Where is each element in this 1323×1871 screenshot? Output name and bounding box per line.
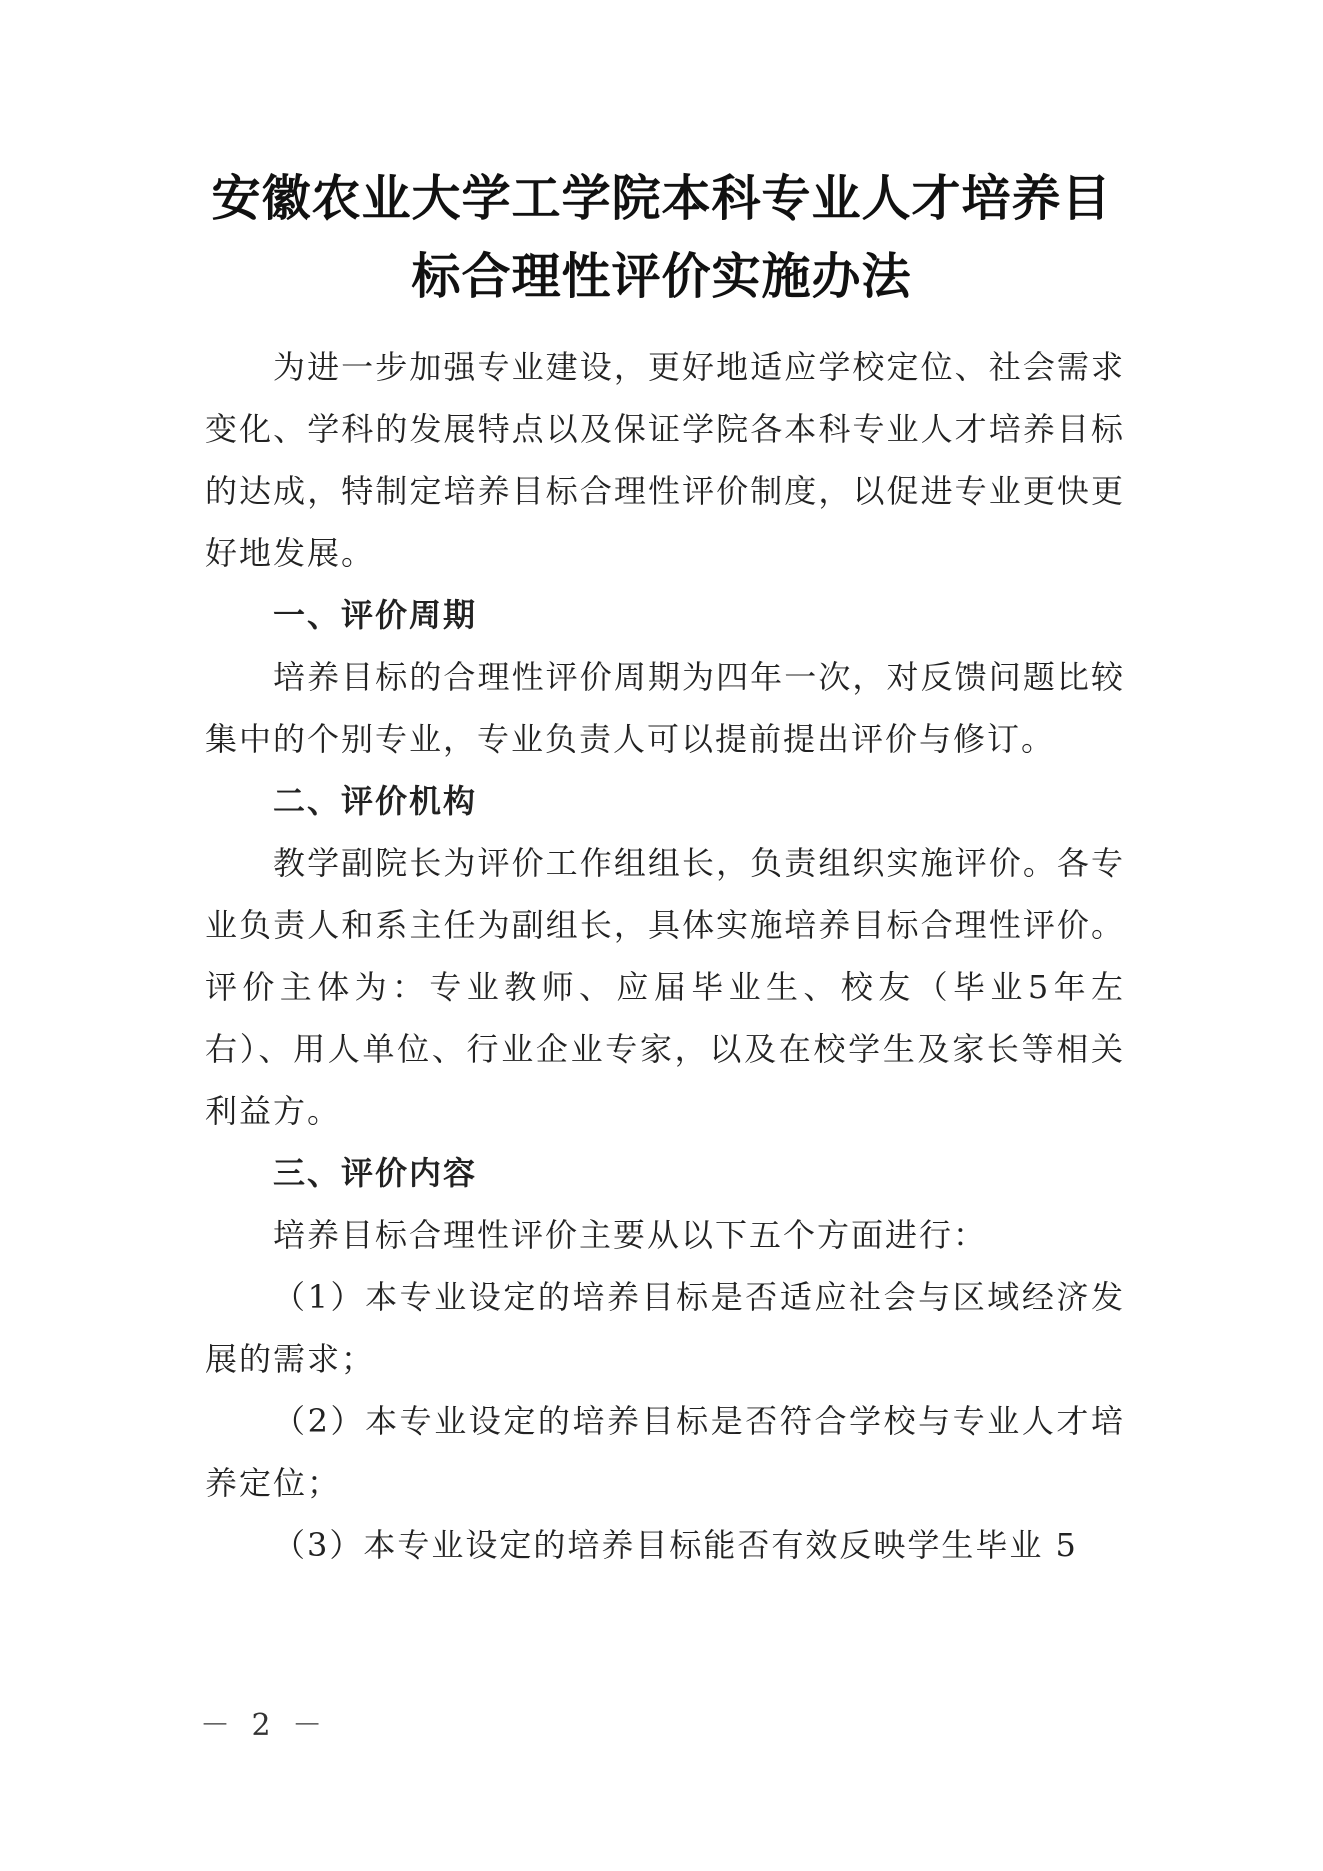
document-body [205, 336, 1125, 1576]
section-paragraph-content: 培养目标合理性评价主要从以下五个方面进行： [273, 1216, 988, 1254]
section-heading-period: 一、评价周期 [273, 596, 478, 634]
page-number: － 2 － [200, 1708, 329, 1743]
section-heading-content: 三、评价内容 [273, 1154, 478, 1192]
list-item: （3）本专业设定的培养目标能否有效反映学生毕业 5 [273, 1526, 1078, 1564]
document-title-line-2: 标合理性评价实施办法 [411, 248, 912, 305]
section-paragraph-organization: 教学副院长为评价工作组组长，负责组织实施评价。各专业负责人和系主任为副组长，具体实施培养目标合理性评价。评价主体为：专业教师、应届毕业生、校友（毕业5年左右）、用人单位、行业企业专家，以及在校学生及家长等相关利益方。 [205, 844, 1125, 1130]
list-item: （1）本专业设定的培养目标是否适应社会与区域经济发展的需求； [205, 1278, 1125, 1378]
list-item: （2）本专业设定的培养目标是否符合学校与专业人才培养定位； [205, 1402, 1125, 1502]
intro-paragraph: 为进一步加强专业建设，更好地适应学校定位、社会需求变化、学科的发展特点以及保证学院各本科专业人才培养目标的达成，特制定培养目标合理性评价制度，以促进专业更快更好地发展。 [205, 348, 1125, 572]
section-paragraph-period: 培养目标的合理性评价周期为四年一次，对反馈问题比较集中的个别专业，专业负责人可以提前提出评价与修订。 [205, 658, 1125, 758]
section-heading-organization: 二、评价机构 [273, 782, 478, 820]
document-title-line-1: 安徽农业大学工学院本科专业人才培养目 [211, 170, 1112, 227]
